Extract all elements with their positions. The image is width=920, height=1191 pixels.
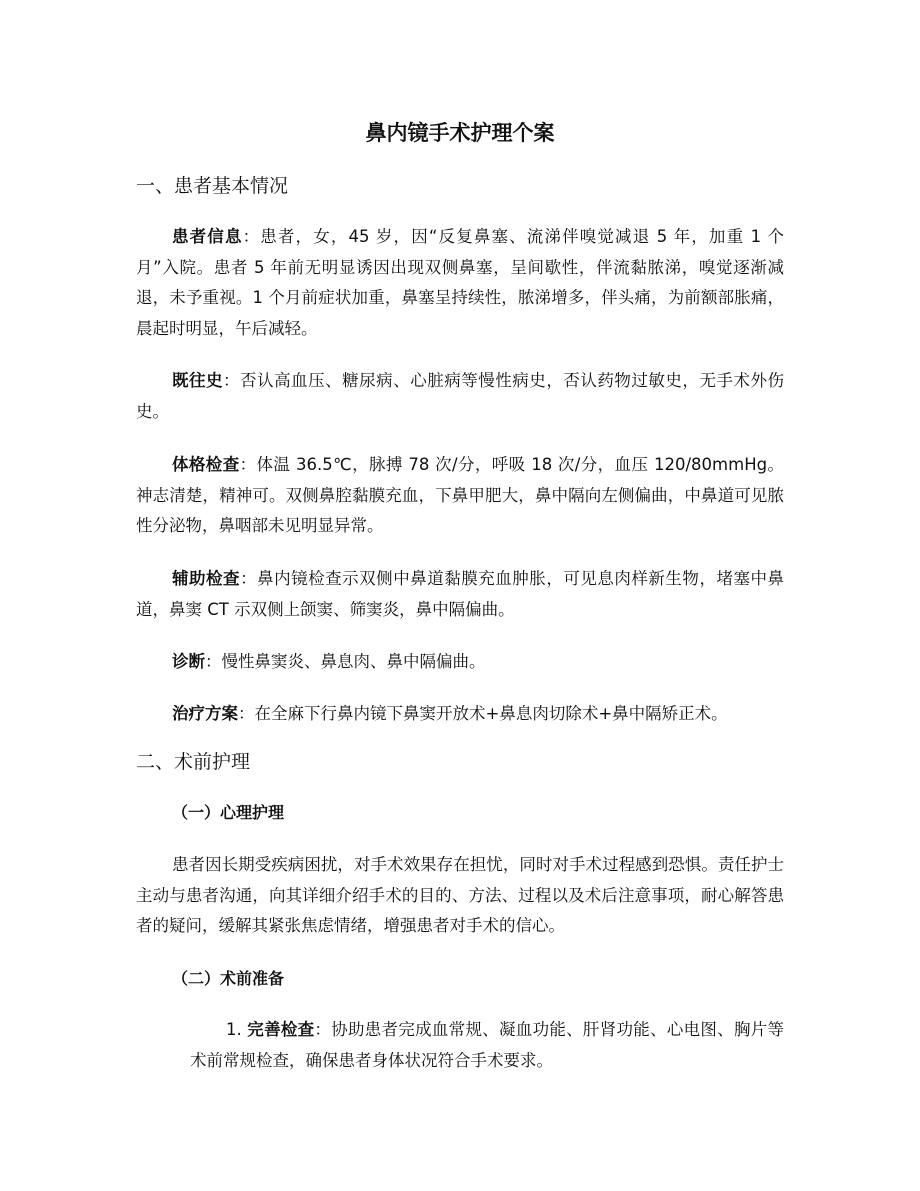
subheading-preop-prep: （二）术前准备: [172, 969, 285, 988]
text-aux-exam: ：鼻内镜检查示双侧中鼻道黏膜充血肿胀，可见息肉样新生物，堵塞中鼻道，鼻窦 CT 示双侧上颌窦、筛窦炎，鼻中隔偏曲。: [136, 569, 785, 619]
text-complete-exams: ：协助患者完成血常规、凝血功能、肝肾功能、心电图、胸片等术前常规检查，确保患者身体状况符合手术要求。: [190, 1020, 784, 1070]
label-physical-exam: 体格检查: [172, 455, 240, 474]
paragraph-diagnosis: [136, 647, 784, 678]
label-aux-exam: 辅助检查: [172, 569, 241, 588]
text-history: ：否认高血压、糖尿病、心脏病等慢性病史，否认药物过敏史，无手术外伤史。: [136, 371, 785, 421]
text-diagnosis: ：慢性鼻窦炎、鼻息肉、鼻中隔偏曲。: [205, 652, 486, 671]
subheading-psych-care: （一）心理护理: [172, 803, 285, 822]
paragraph-history: [136, 366, 784, 427]
text-patient-info: ：患者，女，45 岁，因“反复鼻塞、流涕伴嗅觉减退 5 年，加重 1 个月”入院。患者 5 年前无明显诱因出现双侧鼻塞，呈间歇性，伴流黏脓涕，嗅觉逐渐减退，未予重视。1 个月前症状加重，鼻塞呈持续性，脓涕增多，伴头痛，为前额部胀痛，晨起时明显，午后减轻。: [136, 227, 785, 338]
text-treatment: ：在全麻下行鼻内镜下鼻窦开放术+鼻息肉切除术+鼻中隔矫正术。: [238, 704, 728, 723]
label-complete-exams: 完善检查: [247, 1020, 315, 1039]
paragraph-treatment: [136, 699, 784, 730]
label-diagnosis: 诊断: [172, 652, 205, 671]
paragraph-physical-exam: [136, 450, 784, 542]
paragraph-patient-info: [136, 222, 784, 344]
label-treatment: 治疗方案: [172, 704, 238, 723]
text-physical-exam: ：体温 36.5℃，脉搏 78 次/分，呼吸 18 次/分，血压 120/80mmHg。神志清楚，精神可。双侧鼻腔黏膜充血，下鼻甲肥大，鼻中隔向左侧偏曲，中鼻道可见脓性分泌物，鼻咽部未见明显异常。: [136, 455, 784, 535]
label-patient-info: 患者信息: [172, 227, 243, 246]
section-heading-patient-info: 一、患者基本情况: [136, 175, 289, 197]
paragraph-aux-exam: [136, 564, 784, 625]
document-title: 鼻内镜手术护理个案: [365, 121, 555, 145]
label-history: 既往史: [172, 371, 224, 390]
list-number: 1.: [226, 1020, 248, 1039]
section-heading-preop: 二、术前护理: [136, 751, 251, 773]
list-item-complete-exams: [190, 1015, 784, 1076]
paragraph-psych-care: 患者因长期受疾病困扰，对手术效果存在担忧，同时对手术过程感到恐惧。责任护士主动与患者沟通，向其详细介绍手术的目的、方法、过程以及术后注意事项，耐心解答患者的疑问，缓解其紧张焦虑情绪，增强患者对手术的信心。: [136, 855, 784, 935]
